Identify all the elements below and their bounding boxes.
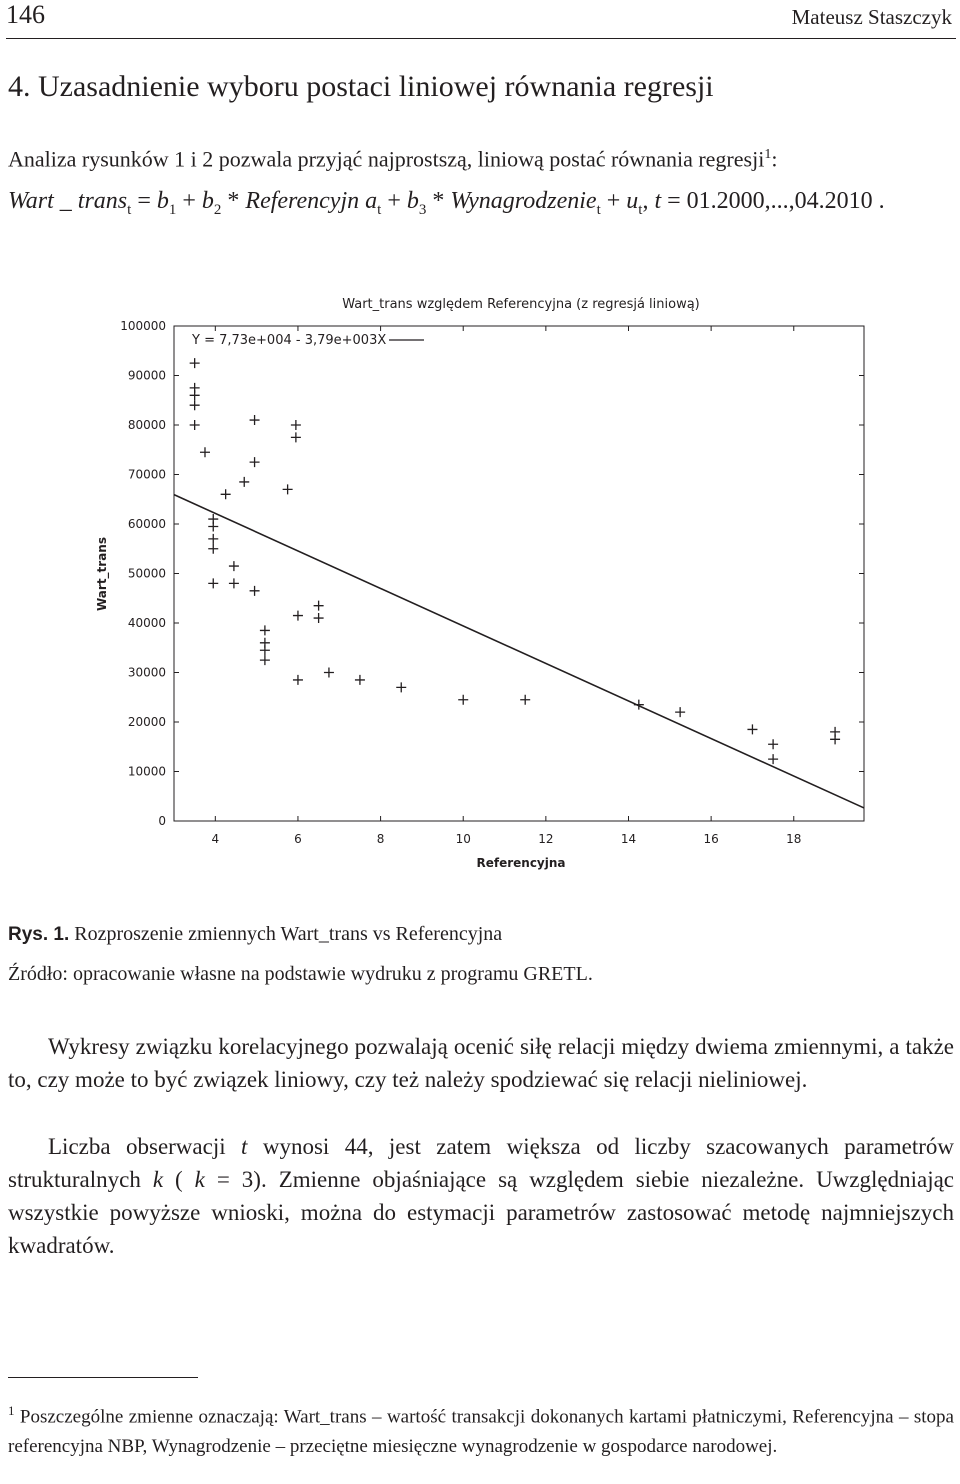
footnote [8,1396,954,1462]
data-point [229,578,239,588]
eq-sub2: 2 [213,201,222,218]
eq-plus2: + [381,188,407,214]
y-tick-label: 30000 [127,665,166,680]
data-point [260,645,270,655]
y-tick-label: 10000 [127,764,166,779]
header-rule [6,38,956,39]
eq-wyn: Wynagrodzenie [450,188,597,214]
footnote-number: 1 [8,1403,15,1418]
y-tick-label: 40000 [127,616,166,630]
caption-text: Rozproszenie zmiennych Wart_trans vs Referencyjna [69,923,503,945]
x-tick-label: 16 [703,832,719,846]
figure-caption [8,923,502,946]
data-point [208,514,218,524]
y-tick-label: 20000 [127,715,166,729]
x-tick-label: 12 [538,832,554,846]
data-point [229,561,239,571]
eq-sub1: 1 [168,201,177,218]
data-point [675,707,685,717]
data-point [260,625,270,635]
scatter-chart [86,288,876,883]
eq-equals: = [131,188,157,214]
eq-sub-t3: t [596,201,601,218]
data-point [768,739,778,749]
eq-sub-t2: t [377,201,382,218]
y-tick-label: 60000 [127,517,166,531]
body-paragraph-2: Liczba obserwacji t wynosi 44, jest zatem większa od liczby szacowanych parametrów strukturalnych k ( k = 3). Zmienne objaśniające są względem siebie niezależne. Uwzględniając wszystkie powyższe wnioski, można do estymacji parametrów zastosować metodę najmniejszych kwadratów. [8,1134,954,1258]
data-point [208,534,218,544]
eq-star1: * [221,188,246,214]
data-point [520,695,530,705]
data-point [396,682,406,692]
data-point [208,544,218,554]
legend-label: Y = 7,73e+004 - 3,79e+003X [192,333,387,348]
plot-frame [174,326,864,821]
eq-b3: b [406,188,419,214]
section-title: 4. Uzasadnienie wyboru postaci liniowej równania regresji [8,70,714,103]
footnote-rule [8,1377,198,1378]
data-point [190,400,200,410]
eq-sub-t: t [127,201,132,218]
x-tick-label: 14 [620,832,637,846]
var-t: t [241,1134,248,1159]
data-point [830,734,840,744]
eq-plus3: + [600,188,627,214]
data-point [747,724,757,734]
y-tick-label: 50000 [127,566,166,581]
x-tick-label: 10 [455,832,471,846]
eq-ref: Referencyjn a [245,188,378,214]
data-point [355,675,365,685]
regression-line [174,495,864,808]
data-point [250,586,260,596]
y-tick-label: 0 [158,814,166,828]
intro-suffix: : [771,146,778,172]
data-point [293,675,303,685]
y-axis-label: Wart_trans [95,537,109,611]
x-tick-label: 8 [376,832,385,846]
figure-source: Źródło: opracowanie własne na podstawie wydruku z programu GRETL. [8,963,593,985]
y-tick-label: 70000 [127,467,166,482]
caption-label: Rys. 1. [8,924,70,945]
eq-star2: * [426,188,451,214]
eq-b1: b [156,188,169,214]
eq-sub-t4: t [638,201,643,218]
data-point [260,655,270,665]
eq-u: u [626,188,639,214]
data-point [208,578,218,588]
data-point [291,420,301,430]
var-k2: k [194,1167,205,1192]
intro-text: Analiza rysunków 1 i 2 pozwala przyjąć najprostszą, liniową postać równania regresji [8,146,765,172]
footnote-ref: 1 [764,147,772,162]
body-paragraph-1: Wykresy związku korelacyjnego pozwalają ocenić siłę relacji między dwiema zmiennymi, a także to, czy może to być związek liniowy, czy też należy spodziewać się relacji nieliniowej. [8,1034,954,1092]
data-point [314,613,324,623]
y-axis-ticks [120,319,864,828]
data-points [190,358,840,764]
data-point [314,601,324,611]
data-point [283,484,293,494]
var-k: k [152,1167,164,1192]
regression-equation: Wart _ trans$_t$ = $b_1 + b_2$ * Referencyjn $a_t + b_3$ * Wynagrodzenie$_t$ + $u_t$, t = 01.2000,...,04.2010 . [8,188,885,218]
eq-period: . [872,188,885,214]
data-point [250,457,260,467]
y-tick-label: 100000 [120,319,166,333]
page-number: 146 [6,0,45,29]
footnote-text: Poszczególne zmienne oznaczają: Wart_trans – wartość transakcji dokonanych kartami płatniczymi, Referencyjna – stopa referencyjna NBP, Wynagrodzenie – przeciętne miesięczne wynagrodzenie w gospodarce narodowej. [8,1406,954,1458]
data-point [324,668,334,678]
running-header-author: Mateusz Staszczyk [791,5,952,29]
eq-b2: b [201,188,214,214]
x-axis-label: Referencyjna [476,856,566,870]
data-point [190,390,200,400]
data-point [250,415,260,425]
data-point [239,477,249,487]
eq-lhs: Wart _ trans [8,188,128,214]
data-point [200,447,210,457]
eq-sub3: 3 [418,201,427,218]
eq-plus1: + [176,188,202,214]
eq-range: = 01.2000,...,04.2010 [661,188,873,214]
x-axis-ticks [211,326,801,846]
eq-t: t [654,188,662,214]
data-point [190,420,200,430]
y-tick-label: 90000 [127,368,166,383]
y-tick-label: 80000 [127,418,166,432]
data-point [293,611,303,621]
x-tick-label: 18 [786,832,802,846]
chart-title: Wart_trans względem Referencyjna (z regresjá liniową) [342,297,700,312]
intro-paragraph [8,138,777,176]
data-point [190,358,200,368]
data-point [768,754,778,764]
data-point [291,432,301,442]
data-point [221,489,231,499]
data-point [634,700,644,710]
x-tick-label: 6 [294,832,302,846]
x-tick-label: 4 [211,832,220,846]
data-point [458,695,468,705]
